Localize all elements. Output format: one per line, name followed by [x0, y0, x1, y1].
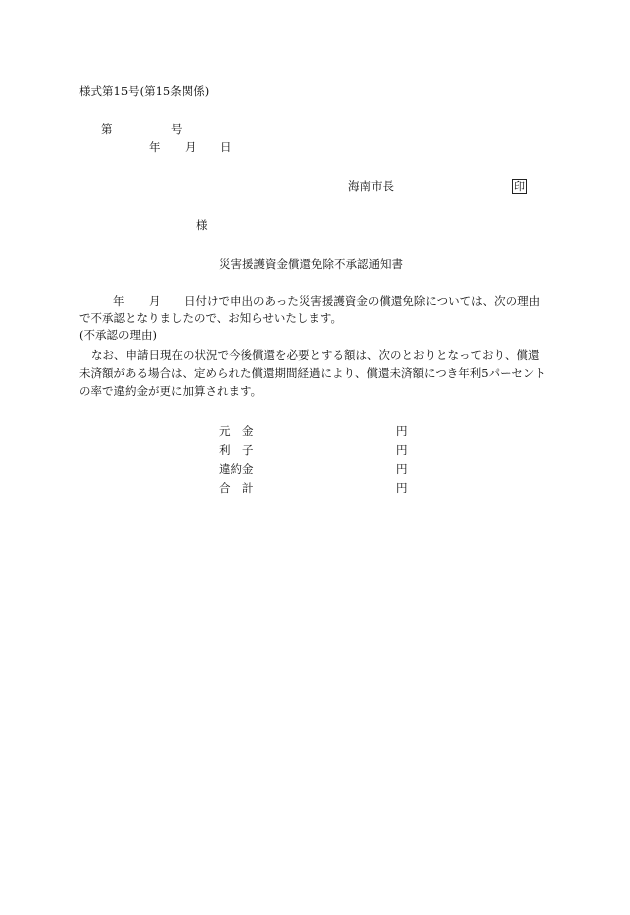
date-month: 月: [185, 140, 197, 154]
amount-label-principal: 元 金: [219, 424, 254, 438]
note-line-2: 未済額がある場合は、定められた償還期間経過により、償還未済額につき年利5パーセント: [79, 366, 546, 380]
note-line-3: の率で違約金が更に加算されます。: [79, 384, 263, 398]
recipient-sama: 様: [196, 218, 208, 232]
seal-mark: 印: [514, 180, 525, 193]
doc-number-go: 号: [171, 122, 183, 136]
amount-unit-penalty: 円: [396, 462, 408, 476]
note-line-1: なお、申請日現在の状況で今後償還を必要とする額は、次のとおりとなっており、償還: [91, 348, 540, 362]
amount-unit-principal: 円: [396, 424, 408, 438]
document-title: 災害援護資金償還免除不承認通知書: [219, 257, 403, 271]
body-date-year: 年: [113, 294, 125, 308]
issuer-name: 海南市長: [348, 179, 394, 193]
amount-label-interest: 利 子: [219, 443, 254, 457]
amount-label-total: 合 計: [219, 481, 254, 495]
body-line-1: 日付けで申出のあった災害援護資金の償還免除については、次の理由: [184, 294, 541, 308]
reason-heading: (不承認の理由): [79, 328, 157, 342]
doc-number-dai: 第: [101, 122, 113, 136]
amount-label-penalty: 違約金: [219, 462, 254, 476]
amount-unit-interest: 円: [396, 443, 408, 457]
amount-unit-total: 円: [396, 481, 408, 495]
form-label: 様式第15号(第15条関係): [79, 84, 210, 98]
date-year: 年: [149, 140, 161, 154]
date-day: 日: [220, 140, 232, 154]
body-date-month: 月: [149, 294, 161, 308]
body-line-2: で不承認となりましたので、お知らせいたします。: [79, 311, 343, 325]
